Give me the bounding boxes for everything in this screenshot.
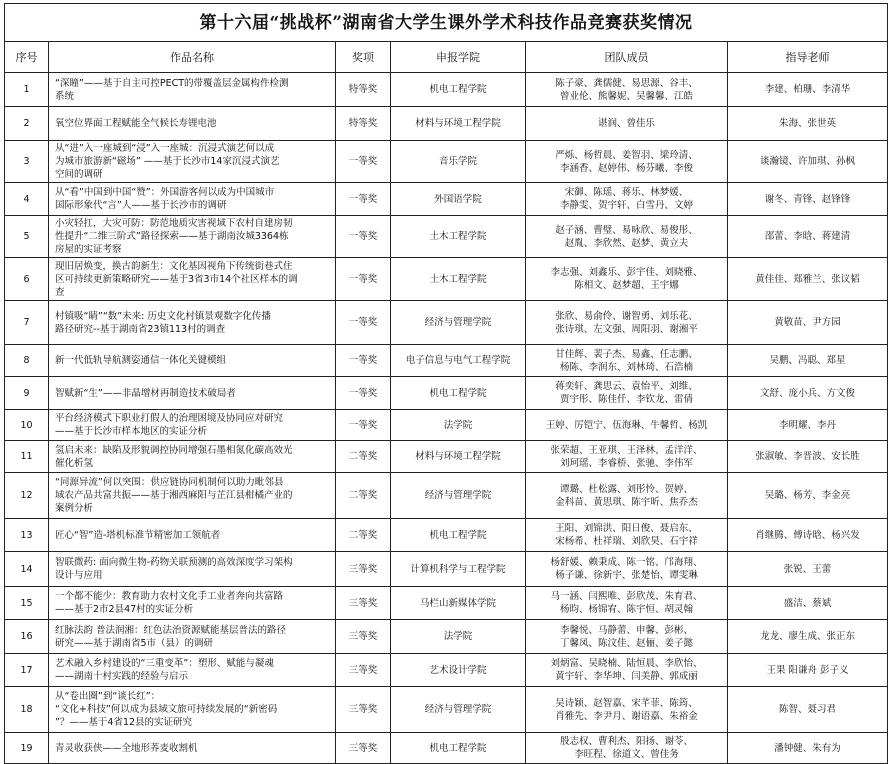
award-level: 一等奖: [336, 141, 391, 183]
header-title: 作品名称: [49, 42, 336, 73]
row-number: 3: [5, 141, 49, 183]
work-title-line: “深瞳”——基于自主可控PECT的带覆盖层金属构件检测: [55, 77, 289, 89]
team-members: [526, 301, 728, 345]
team-members-line: 吴诗颖、赵智嘉、宋芊菲、陈筠、: [555, 697, 698, 709]
table-row: [5, 107, 888, 141]
team-members-line: 肖雅先、李尹月、谢语嘉、朱裕金: [555, 710, 698, 722]
team-members: [526, 107, 728, 141]
award-level: 三等奖: [336, 733, 391, 764]
header-no: 序号: [5, 42, 49, 73]
team-members-line: 赵子涵、曹璧、易咏欣、易俊彤、: [555, 224, 698, 236]
work-title-line: 氢启未来：缺陷及形貌调控协同增强石墨相氮化碳高效光: [55, 444, 293, 456]
work-title: [49, 410, 336, 441]
award-level: 特等奖: [336, 107, 391, 141]
award-level: 一等奖: [336, 216, 391, 258]
work-title-line: 房屋的实证考察: [55, 244, 122, 255]
team-members: [526, 183, 728, 216]
work-title: [49, 377, 336, 410]
team-members-line: 刘炳富、吴晓楠、陆恒晨、李欣怡、: [550, 658, 703, 669]
team-members: [526, 410, 728, 441]
college-name: 土木工程学院: [391, 258, 526, 301]
row-number: 7: [5, 301, 49, 345]
work-title: [49, 141, 336, 183]
table-row: [5, 733, 888, 764]
advisors: 谢冬、青锋、赵锋锋: [728, 183, 888, 216]
work-title-line: 国际形象代“言”人——基于长沙市的调研: [55, 200, 227, 211]
college-name: 外国语学院: [391, 183, 526, 216]
advisors: 黄佳佳、郑雅兰、张议韬: [728, 258, 888, 301]
award-level: 一等奖: [336, 410, 391, 441]
work-title: [49, 733, 336, 764]
advisors: 陈智、聂习君: [728, 687, 888, 733]
advisors: 文舒、庞小兵、方文俊: [728, 377, 888, 410]
work-title-line: 氧空位界面工程赋能全气候长寿锂电池: [55, 118, 217, 129]
team-members-line: 蒋奕轩、龚思云、袁怡平、刘维、: [555, 381, 698, 392]
advisors: 吴鹏、冯聪、郑星: [728, 345, 888, 377]
team-members-line: 丁馨凤、陈汶佳、赵俪、姜子懿: [559, 637, 693, 649]
work-title-line: ——基于长沙市样本地区的实证分析: [55, 426, 208, 437]
row-number: 16: [5, 620, 49, 654]
team-members-line: 赵胤、李欣然、赵梦、黄立夫: [564, 237, 689, 249]
team-members: [526, 687, 728, 733]
work-title-line: 路径研究--基于湖南省23镇113村的调查: [55, 323, 226, 335]
work-title-line: 现旧居焕变，换古韵新生：文化基因视角下传统街巷式住: [55, 260, 293, 272]
work-title: [49, 552, 336, 587]
work-title: [49, 654, 336, 687]
college-name: 机电工程学院: [391, 733, 526, 764]
work-title-line: 小灾轻扛，大灾可防：防范地质灾害视域下农村自建房韧: [55, 218, 293, 229]
row-number: 10: [5, 410, 49, 441]
advisors: 黄敬苗、尹方园: [728, 301, 888, 345]
row-number: 2: [5, 107, 49, 141]
work-title: [49, 620, 336, 654]
work-title-line: 设计与应用: [55, 570, 103, 581]
table-title: 第十六届“挑战杯”湖南省大学生课外学术科技作品竞赛获奖情况: [5, 4, 888, 42]
table-row: [5, 687, 888, 733]
team-members-line: 杨子谦、徐新宇、张楚怡、谭雯琳: [555, 570, 698, 581]
team-members-line: 王阳、刘锦洪、阳日俊、聂启东、: [555, 523, 698, 534]
work-title-line: 性提升“二维三阶式”路径探索——基于湖南汝城3364栋: [55, 231, 289, 242]
team-members-line: 李涵香、赵婷伟、杨芬曦、李俊: [559, 162, 693, 174]
team-members: [526, 141, 728, 183]
award-level: 二等奖: [336, 441, 391, 473]
row-number: 4: [5, 183, 49, 216]
work-title-line: “文化+科技”何以成为县域文旅可持续发展的“新密码: [55, 704, 278, 715]
table-row: [5, 73, 888, 107]
award-level: 二等奖: [336, 473, 391, 519]
advisors: 李明耀、李丹: [728, 410, 888, 441]
row-number: 11: [5, 441, 49, 473]
table-row: [5, 654, 888, 687]
college-name: 音乐学院: [391, 141, 526, 183]
advisors: 朱海、张世英: [728, 107, 888, 141]
college-name: 材料与环境工程学院: [391, 441, 526, 473]
team-members: [526, 377, 728, 410]
work-title-line: ——基于2市2县47村的实证分析: [55, 604, 194, 615]
work-title: [49, 301, 336, 345]
advisors: 邵蕾、李晗、蒋建清: [728, 216, 888, 258]
team-members-line: 李馨悦、马静蕾、申馨、彭彬、: [559, 624, 693, 636]
team-members-line: 曾业伦、熊馨妮、吴馨馨、江皓: [559, 90, 693, 102]
award-level: 一等奖: [336, 301, 391, 345]
work-title-line: 匠心“智”造-塔机标准节精密加工领航者: [55, 529, 221, 541]
row-number: 17: [5, 654, 49, 687]
team-members-line: 李志强、刘鑫乐、彭宇佳、刘晓雅、: [550, 267, 703, 278]
work-title: [49, 587, 336, 620]
college-name: 机电工程学院: [391, 73, 526, 107]
work-title-line: 为城市旅游新“磁场” ——基于长沙市14家沉浸式演艺: [55, 156, 280, 167]
advisors: 谈瀚镜、许加琪、孙枫: [728, 141, 888, 183]
team-members: [526, 73, 728, 107]
award-level: 一等奖: [336, 377, 391, 410]
table-row: [5, 587, 888, 620]
row-number: 15: [5, 587, 49, 620]
work-title-line: 新一代低轨导航测姿通信一体化关键模组: [55, 355, 227, 366]
row-number: 9: [5, 377, 49, 410]
college-name: 土木工程学院: [391, 216, 526, 258]
award-level: 三等奖: [336, 552, 391, 587]
team-members: [526, 733, 728, 764]
team-members: [526, 620, 728, 654]
work-title-line: 一个都不能少：教育助力农村文化手工业者奔向共富路: [55, 591, 284, 602]
team-members-line: 张荣超、王亚琪、王泽林、孟洋洋、: [550, 444, 703, 456]
team-members-line: 甘佳辉、裴子杰、易鑫、任志鹏、: [555, 348, 698, 360]
work-title-line: 智赋新“生”——非晶增材再制造技术破局者: [55, 387, 236, 399]
advisors: 龙龙、廖生成、张正东: [728, 620, 888, 654]
work-title-line: 系统: [55, 90, 75, 102]
college-name: 法学院: [391, 410, 526, 441]
award-level: 一等奖: [336, 258, 391, 301]
team-members-line: 杨昀、杨锦宥、陈宇恒、胡灵翰: [559, 604, 693, 615]
work-title: [49, 183, 336, 216]
work-title-line: ——湖南十村实践的经验与启示: [55, 671, 189, 682]
work-title-line: 查: [55, 286, 65, 298]
college-name: 计算机科学与工程学院: [391, 552, 526, 587]
header-college: 申报学院: [391, 42, 526, 73]
work-title-line: 研究——基于湖南省5市（县）的调研: [55, 637, 214, 649]
work-title-line: 艺术融入乡村建设的“三重变革”：塑形、赋能与凝魂: [55, 658, 274, 669]
work-title-line: 空间的调研: [55, 169, 103, 180]
work-title-line: ”？——基于4省12县的实证研究: [55, 717, 193, 728]
team-members: [526, 587, 728, 620]
team-members-line: 马一涵、闫熙唯、彭欣茂、朱育君、: [550, 591, 703, 602]
team-members: [526, 345, 728, 377]
team-members: [526, 519, 728, 552]
header-advisor: 指导老师: [728, 42, 888, 73]
work-title-line: 从“进”入一座城到“浸”入一座城：沉浸式演艺何以成: [55, 143, 275, 154]
table-row: [5, 141, 888, 183]
team-members-line: 贾宇彤、陈佳仟、李钦龙、雷倩: [559, 394, 693, 405]
table-row: [5, 301, 888, 345]
table-row: [5, 410, 888, 441]
team-members-line: 黄宇轩、李华坤、闫美静、郭成丽: [555, 671, 698, 682]
work-title-line: 从“看”中国到中国“赞”：外国游客何以成为中国城市: [55, 187, 275, 198]
team-members-line: 杨陈、李润东、刘林琦、石浩楠: [559, 361, 693, 373]
row-number: 6: [5, 258, 49, 301]
table-row: [5, 620, 888, 654]
work-title: [49, 258, 336, 301]
row-number: 8: [5, 345, 49, 377]
work-title-line: 催化析氢: [55, 457, 94, 469]
table-body: [5, 73, 888, 764]
advisors: 张锐、王蕾: [728, 552, 888, 587]
table-row: [5, 183, 888, 216]
advisors: 李建、柏珊、李清华: [728, 73, 888, 107]
work-title: [49, 473, 336, 519]
row-number: 19: [5, 733, 49, 764]
advisors: 肖继腾、傅诗晗、杨兴发: [728, 519, 888, 552]
work-title: [49, 345, 336, 377]
team-members-line: 陈子豪、龚儒健、易思源、谷丰、: [555, 77, 698, 89]
work-title-line: 区可持续更新策略研究——基于3省3市14个社区样本的调: [55, 273, 298, 285]
work-title: [49, 519, 336, 552]
team-members: [526, 654, 728, 687]
award-level: 三等奖: [336, 654, 391, 687]
college-name: 艺术设计学院: [391, 654, 526, 687]
table-row: [5, 345, 888, 377]
advisors: 吴璐、杨芳、李金亮: [728, 473, 888, 519]
team-members: [526, 258, 728, 301]
team-members-line: 谌润、曾佳乐: [597, 118, 655, 129]
table-row: [5, 441, 888, 473]
work-title-line: 案例分析: [55, 503, 94, 514]
college-name: 经济与管理学院: [391, 473, 526, 519]
work-title: [49, 107, 336, 141]
table-row: [5, 258, 888, 301]
table-row: [5, 473, 888, 519]
row-number: 12: [5, 473, 49, 519]
team-members-line: 宋御、陈瑶、蒋乐、林梦媛、: [564, 187, 689, 198]
team-members: [526, 441, 728, 473]
table-row: [5, 552, 888, 587]
work-title-line: 红脉法韵 普法润湘：红色法治资源赋能基层普法的路径: [55, 624, 287, 636]
award-level: 三等奖: [336, 687, 391, 733]
team-members-line: 张欣、易俞伶、谢智勇、刘乐花、: [555, 310, 698, 322]
row-number: 1: [5, 73, 49, 107]
work-title-line: 村镇吸“睛”“数”未来: 历史文化村镇景观数字化传播: [55, 310, 271, 322]
row-number: 18: [5, 687, 49, 733]
work-title: [49, 73, 336, 107]
work-title-line: “同源异流”何以突围：供应链协同机制何以助力毗邻县: [55, 477, 284, 488]
work-title-line: 域农产品共富共振——基于湘西麻阳与芷江县柑橘产业的: [55, 490, 293, 501]
team-members: [526, 473, 728, 519]
team-members-line: 李旺程、徐道文、曾佳务: [574, 749, 679, 760]
work-title: [49, 687, 336, 733]
work-title-line: 智联微药: 面向微生物-药物关联预测的高效深度学习架构: [55, 557, 293, 568]
advisors: 王果 阳谦舟 彭子义: [728, 654, 888, 687]
team-members-line: 谭璐、杜松露、刘彤怜、贺婷、: [559, 483, 693, 495]
award-level: 三等奖: [336, 587, 391, 620]
college-name: 机电工程学院: [391, 377, 526, 410]
team-members-line: 陈相文、赵梦超、王宇娜: [574, 280, 679, 291]
table-row: [5, 519, 888, 552]
team-members-line: 张诗琪、左文强、周阳羽、谢湘平: [555, 323, 698, 335]
advisors: 张淑敏、李晋波、安长胜: [728, 441, 888, 473]
college-name: 马栏山新媒体学院: [391, 587, 526, 620]
award-level: 一等奖: [336, 345, 391, 377]
header-row: [5, 42, 888, 73]
college-name: 经济与管理学院: [391, 301, 526, 345]
team-members: [526, 216, 728, 258]
work-title: [49, 216, 336, 258]
team-members-line: 杨舒媛、赖秉成、陈一铭、邝海翔、: [550, 557, 703, 568]
row-number: 5: [5, 216, 49, 258]
work-title: [49, 441, 336, 473]
team-members-line: 严烁、杨哲晨、姜智羽、梁玲清、: [555, 149, 698, 161]
college-name: 机电工程学院: [391, 519, 526, 552]
header-members: 团队成员: [526, 42, 728, 73]
award-level: 二等奖: [336, 519, 391, 552]
work-title-line: 平台经济模式下职业打假人的治理困境及协同应对研究: [55, 413, 284, 424]
team-members: [526, 552, 728, 587]
college-name: 法学院: [391, 620, 526, 654]
advisors: 盛洁、蔡斌: [728, 587, 888, 620]
table-row: [5, 216, 888, 258]
award-level: 三等奖: [336, 620, 391, 654]
college-name: 电子信息与电气工程学院: [391, 345, 526, 377]
team-members-line: 王婷、厉铠宁、伍海琳、牛馨哲、杨凯: [545, 419, 708, 431]
team-members-line: 刘珂瑶、李睿桥、张驰、李伟军: [559, 457, 693, 469]
team-members-line: 李静雯、贺宇轩、白雪丹、文婷: [559, 200, 693, 211]
team-members-line: 宋杨希、杜祥瑞、刘欣昊、石宇祥: [555, 536, 698, 547]
college-name: 经济与管理学院: [391, 687, 526, 733]
advisors: 潘钟健、朱有为: [728, 733, 888, 764]
award-level: 一等奖: [336, 183, 391, 216]
row-number: 13: [5, 519, 49, 552]
work-title-line: 青灵收获侠——全地形荞麦收割机: [55, 742, 198, 754]
college-name: 材料与环境工程学院: [391, 107, 526, 141]
award-table: [4, 3, 888, 764]
row-number: 14: [5, 552, 49, 587]
team-members-line: 殷志权、曹利杰、阳扬、谢苓、: [559, 736, 693, 747]
header-award: 奖项: [336, 42, 391, 73]
work-title-line: 从“卷出圈”到“谈长红”：: [55, 691, 161, 702]
award-level: 特等奖: [336, 73, 391, 107]
team-members-line: 金科苗、黄思琪、陈宇昕、焦乔杰: [555, 496, 698, 508]
table-row: [5, 377, 888, 410]
